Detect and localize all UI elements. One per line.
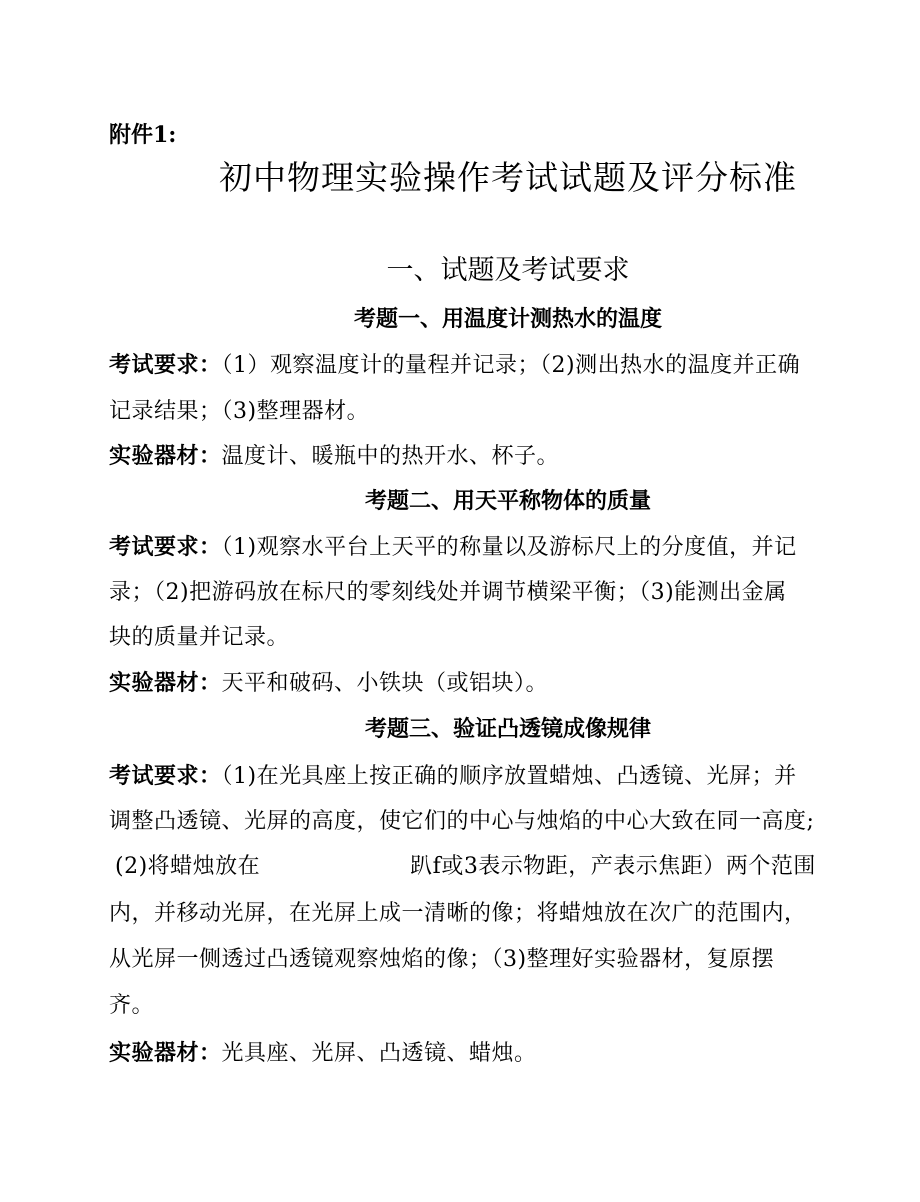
- q2-requirements-line-3: 块的质量并记录。: [109, 625, 290, 650]
- q2-requirements-line-1: [109, 530, 797, 561]
- equipment-label: 实验器材：: [109, 1040, 222, 1066]
- q3-requirements-line-5: 从光屏一侧透过凸透镜观察烛焰的像；（3)整理好实验器材，复原摆: [109, 947, 775, 972]
- requirements-label: 考试要求：: [109, 534, 222, 560]
- q3-requirements-text-3b: 趴f或3表示物距，产表示焦距）两个范围: [410, 854, 816, 879]
- q1-requirements-text-1: （1）观察温度计的量程并记录；（2)测出热水的温度并正确: [221, 353, 801, 378]
- q2-title: 考题二、用天平称物体的质量: [364, 488, 651, 514]
- q3-title: 考题三、验证凸透镜成像规律: [364, 716, 651, 742]
- q3-requirements-line-6: 齐。: [109, 993, 155, 1018]
- q3-requirements-line-2: 调整凸透镜、光屏的高度，使它们的中心与烛焰的中心大致在同一高度;: [109, 809, 815, 834]
- q3-requirements-line-1: [109, 759, 797, 790]
- q3-equipment-line: [109, 1036, 537, 1067]
- q1-equipment-text: 温度计、暖瓶中的热开水、杯子。: [221, 444, 560, 469]
- q3-requirements-text-1: （1)在光具座上按正确的顺序放置蜡烛、凸透镜、光屏；并: [221, 764, 797, 789]
- q2-requirements-text-1: （1)观察水平台上天平的称量以及游标尺上的分度值，并记: [221, 535, 797, 560]
- section-title: 一、试题及考试要求: [386, 255, 630, 286]
- q1-requirements-line-2: 记录结果；（3)整理器材。: [109, 399, 370, 424]
- q2-requirements-line-2: 录；（2)把游码放在标尺的零刻线处并调节横梁平衡；（3)能测出金属: [109, 580, 787, 605]
- q1-title: 考题一、用温度计测热水的温度: [353, 306, 662, 332]
- q3-requirements-line-3: [115, 849, 816, 880]
- q1-equipment-line: [109, 439, 559, 470]
- q3-requirements-text-3a: (2)将蜡烛放在: [115, 854, 261, 879]
- annex-label: 附件1:: [109, 122, 177, 148]
- equipment-label: 实验器材：: [109, 670, 222, 696]
- q2-equipment-line: [109, 666, 548, 697]
- q3-requirements-line-4: 内，并移动光屏，在光屏上成一清晰的像；将蜡烛放在次广的范围内，: [109, 901, 807, 926]
- q3-equipment-text: 光具座、光屏、凸透镜、蜡烛。: [221, 1041, 537, 1066]
- requirements-label: 考试要求：: [109, 352, 222, 378]
- requirements-label: 考试要求：: [109, 763, 222, 789]
- equipment-label: 实验器材：: [109, 443, 222, 469]
- q2-equipment-text: 天平和破码、小铁块（或铝块）。: [221, 671, 549, 696]
- document-title: 初中物理实验操作考试试题及评分标准: [219, 158, 797, 197]
- q1-requirements-line-1: [109, 348, 800, 379]
